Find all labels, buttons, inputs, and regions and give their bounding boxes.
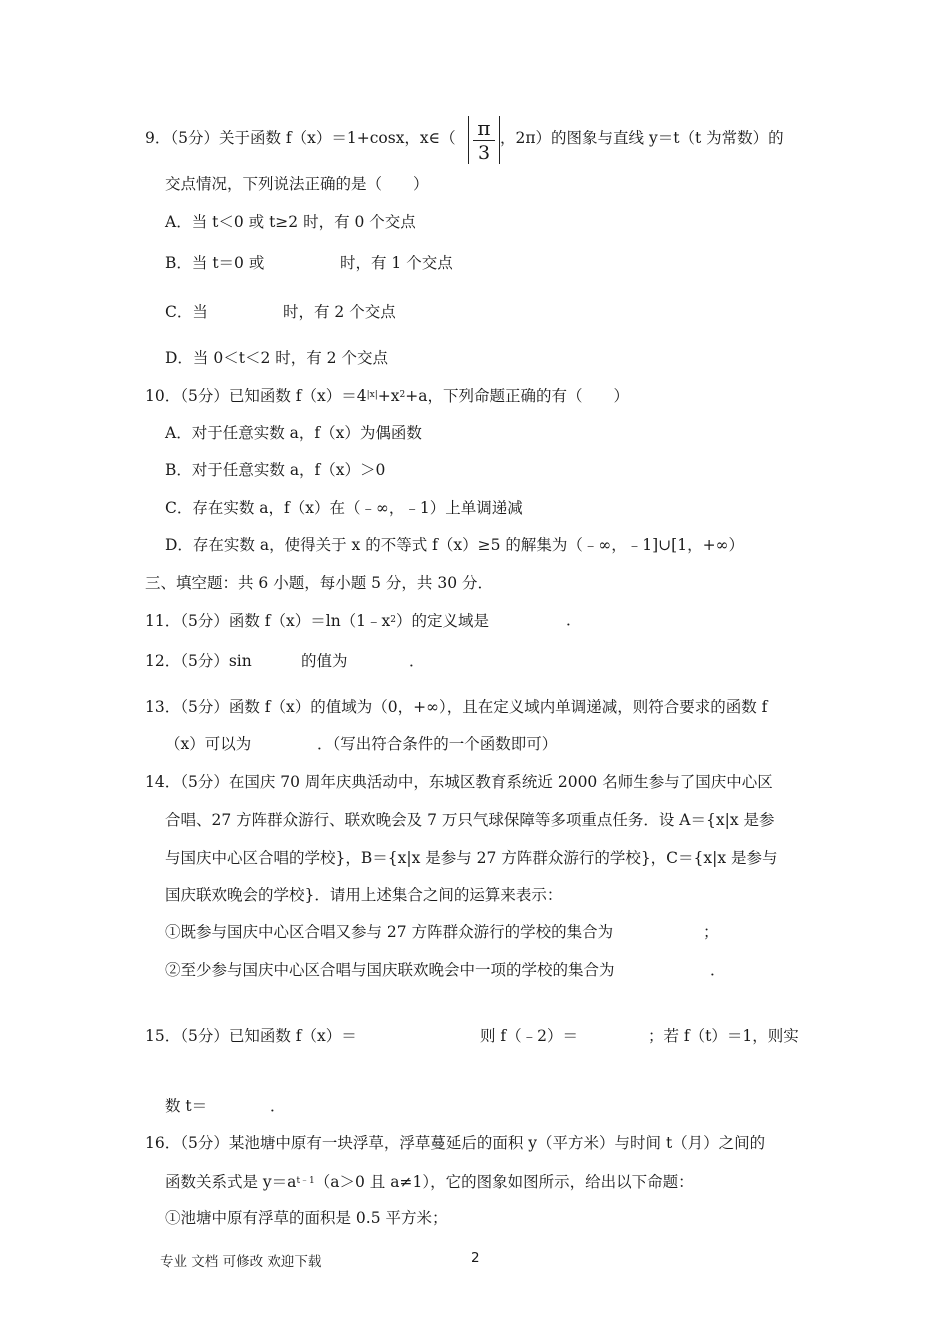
q15-line2-end: ． <box>270 1097 286 1115</box>
q12-end: ． <box>409 652 425 670</box>
q9-option-a: A．当 t＜0 或 t≥2 时，有 0 个交点 <box>165 213 416 231</box>
q9-option-c-pre: C．当 <box>165 303 208 321</box>
q9-text-pre: 9．（5分）关于函数 f（x）＝1+cosx，x∈（ <box>145 129 456 147</box>
q14-line4: 国庆联欢晚会的学校}．请用上述集合之间的运算来表示： <box>165 886 563 904</box>
q14-sub1: ①既参与国庆中心区合唱又参与 27 方阵群众游行的学校的集合为 <box>165 923 614 941</box>
q10-exp-2: 2 <box>399 390 406 400</box>
q11-stem <box>145 610 489 631</box>
footer-note: 专业 文档 可修改 欢迎下载 <box>160 1254 322 1270</box>
q16-exp: t﹣1 <box>296 1176 315 1186</box>
q15-pre: 15．（5分）已知函数 f（x）＝ <box>145 1027 357 1045</box>
q10-option-b: B．对于任意实数 a，f（x）＞0 <box>165 461 386 479</box>
q11-end: ． <box>566 611 582 629</box>
q16-line1: 16．（5分）某池塘中原有一块浮草，浮草蔓延后的面积 y（平方米）与时间 t（月）之间的 <box>145 1134 766 1152</box>
q9-option-b-pre: B．当 t＝0 或 <box>165 254 265 272</box>
q16-line2-pre: 函数关系式是 y＝a <box>165 1173 297 1191</box>
q16-line2-post: （a＞0 且 a≠1），它的图象如图所示，给出以下命题： <box>314 1173 694 1191</box>
q9-line2: 交点情况，下列说法正确的是（ ） <box>165 175 429 193</box>
q12-mid: 的值为 <box>301 652 348 670</box>
q15-post: ；若 f（t）＝1，则实 <box>648 1027 799 1045</box>
q14-line3: 与国庆中心区合唱的学校}，B＝{x|x 是参与 27 方阵群众游行的学校}，C＝{x|x 是参与 <box>165 849 778 867</box>
q9-line1 <box>145 128 456 148</box>
q11-pre: 11．（5分）函数 f（x）＝ln（1﹣x <box>145 612 391 630</box>
q10-option-c: C．存在实数 a，f（x）在（﹣∞，﹣1）上单调递减 <box>165 499 523 517</box>
q13-line2-pre: （x）可以为 <box>165 735 252 753</box>
q14-sub2-end: ． <box>710 961 726 979</box>
q14-sub1-end: ； <box>703 923 719 941</box>
q10-mid: +x <box>377 387 400 405</box>
fraction-denominator: 3 <box>477 142 491 164</box>
section-heading: 三、填空题：共 6 小题，每小题 5 分，共 30 分． <box>145 574 494 592</box>
q9-option-c-post: 时，有 2 个交点 <box>283 303 396 321</box>
q10-pre: 10．（5分）已知函数 f（x）＝4 <box>145 387 367 405</box>
pi-over-3-fraction <box>468 116 500 164</box>
fraction-bar <box>473 140 495 141</box>
q11-exp: 2 <box>390 615 397 625</box>
q10-post: +a，下列命题正确的有（ ） <box>405 387 629 405</box>
q14-line1: 14．（5分）在国庆 70 周年庆典活动中，东城区教育系统近 2000 名师生参与了国庆中心区 <box>145 773 773 791</box>
q10-option-d: D．存在实数 a，使得关于 x 的不等式 f（x）≥5 的解集为（﹣∞，﹣1]∪[1，+∞） <box>165 536 744 554</box>
q9-option-d: D．当 0＜t＜2 时，有 2 个交点 <box>165 349 388 367</box>
q10-option-a: A．对于任意实数 a，f（x）为偶函数 <box>165 424 422 442</box>
q11-post: ）的定义域是 <box>396 612 490 630</box>
q15-mid: 则 f（﹣2）＝ <box>480 1027 579 1045</box>
q9-text-post: ，2π）的图象与直线 y＝t（t 为常数）的 <box>500 129 784 147</box>
q12-pre: 12．（5分）sin <box>145 652 252 670</box>
q10-exp-abs: |x| <box>366 390 378 400</box>
q9-option-b-post: 时，有 1 个交点 <box>340 254 453 272</box>
q14-sub2: ②至少参与国庆中心区合唱与国庆联欢晚会中一项的学校的集合为 <box>165 961 615 979</box>
q10-stem <box>145 385 629 406</box>
page-number: 2 <box>471 1250 480 1266</box>
q13-line1: 13．（5分）函数 f（x）的值域为（0，+∞），且在定义域内单调递减，则符合要求的函数 f <box>145 698 768 716</box>
q14-line2: 合唱、27 方阵群众游行、联欢晚会及 7 万只气球保障等多项重点任务．设 A＝{x|x 是参 <box>165 811 775 829</box>
q13-line2-post: ．（写出符合条件的一个函数即可） <box>317 735 558 753</box>
q16-line3: ①池塘中原有浮草的面积是 0.5 平方米； <box>165 1209 448 1227</box>
fraction-numerator: π <box>477 116 491 140</box>
q15-line2: 数 t＝ <box>165 1097 208 1115</box>
q16-line2 <box>165 1171 694 1192</box>
